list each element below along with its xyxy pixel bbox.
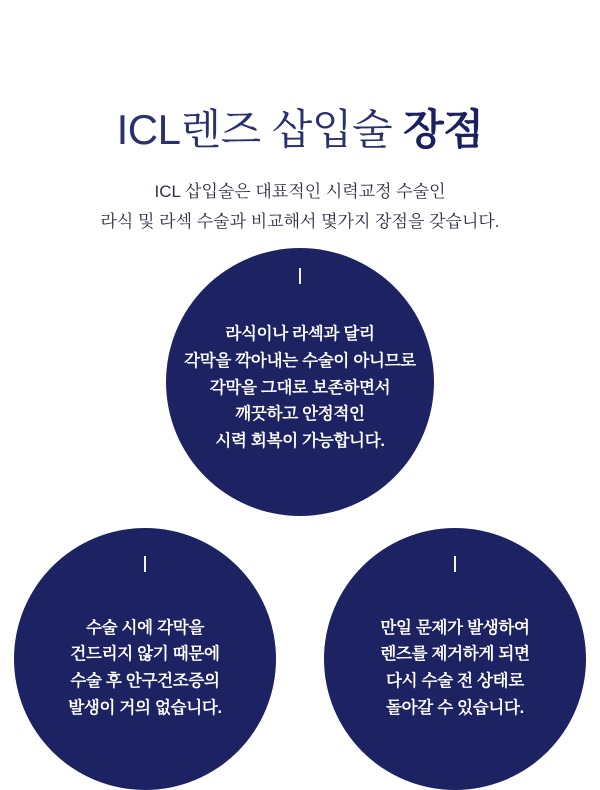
advantage-1-line-4: 깨끗하고 안정적인 [235, 405, 365, 424]
tick-mark-icon [454, 556, 456, 572]
subtitle-line-2: 라식 및 라섹 수술과 비교해서 몇가지 장점을 갖습니다. [100, 211, 500, 231]
advantage-circle-3-text [380, 615, 529, 722]
subtitle-line-1: ICL 삽입술은 대표적인 시력교정 수술인 [154, 182, 446, 201]
advantage-1-line-1: 라식이나 라섹과 달리 [225, 325, 375, 344]
advantage-circle-2-text [68, 615, 222, 722]
advantage-circle-3 [324, 528, 586, 790]
advantage-circle-1-text [184, 321, 416, 455]
advantage-3-line-1: 만일 문제가 발생하여 [380, 618, 530, 637]
page-title [0, 106, 600, 154]
advantage-2-line-2: 건드리지 않기 때문에 [70, 645, 220, 664]
page-title-strong: 장점 [403, 106, 484, 154]
page-title-light: ICL렌즈 삽입술 [116, 106, 404, 154]
page-subtitle [0, 177, 600, 237]
tick-mark-icon [144, 556, 146, 572]
advantage-1-line-2: 각막을 깍아내는 수술이 아니므로 [184, 351, 416, 370]
advantage-2-line-4: 발생이 거의 없습니다. [68, 698, 222, 717]
advantage-1-line-5: 시력 회복이 가능합니다. [215, 432, 385, 451]
advantage-3-line-3: 다시 수술 전 상태로 [386, 672, 524, 690]
advantage-3-line-2: 렌즈를 제거하게 되면 [380, 645, 530, 664]
advantage-2-line-1: 수술 시에 각막을 [85, 618, 205, 637]
advantage-2-line-3: 수술 후 안구건조증의 [70, 672, 220, 690]
advantage-circle-1 [166, 248, 434, 516]
advantage-1-line-3: 각막을 그대로 보존하면서 [209, 378, 391, 397]
advantage-3-line-4: 돌아갈 수 있습니다. [386, 698, 524, 717]
advantage-circle-2 [14, 528, 276, 790]
tick-mark-icon [299, 268, 301, 284]
